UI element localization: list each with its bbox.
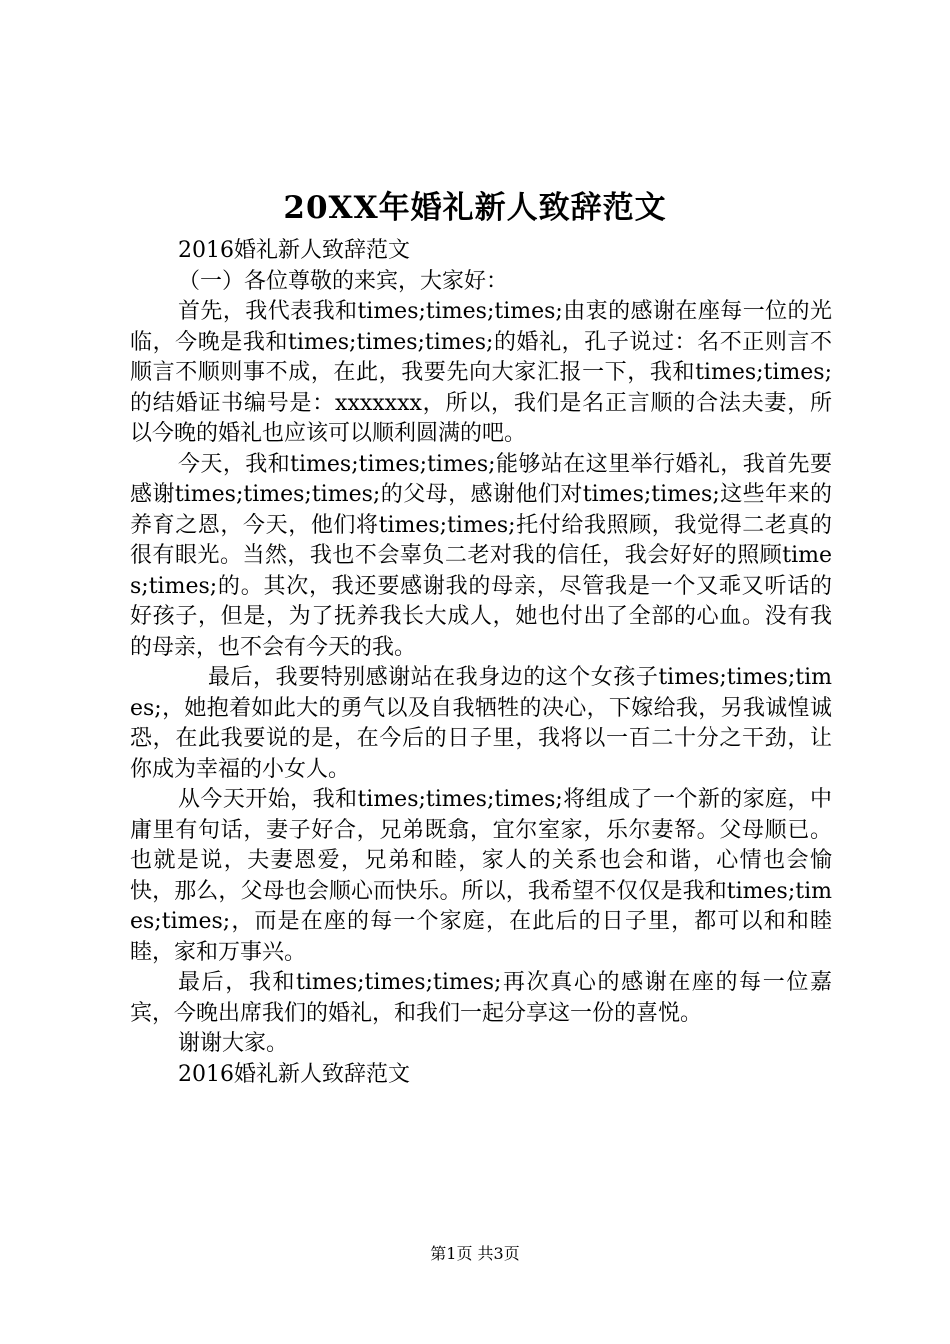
greeting-line: （一）各位尊敬的来宾，大家好：	[178, 268, 509, 294]
document-title: 20XX年婚礼新人致辞范文	[283, 190, 667, 226]
page-indicator: 第1页 共3页	[430, 1244, 520, 1263]
paragraph-new-family: 从今天开始，我和times;times;times;将组成了一个新的家庭，中庸里有句话，妻子好合，兄弟既翕，宜尔室家，乐尔妻帑。父母顺已。也就是说，夫妻恩爱，兄弟和睦，家人的关系也会和谐，心情也会愉快，那么，父母也会顺心而快乐。所以，我希望不仅仅是我和times;times;times;，而是在座的每一个家庭，在此后的日子里，都可以和和睦睦，家和万事兴。	[130, 787, 832, 965]
paragraph-closing-thanks: 最后，我和times;times;times;再次真心的感谢在座的每一位嘉宾，今晚出席我们的婚礼，和我们一起分享这一份的喜悦。	[130, 970, 832, 1026]
paragraph-thanks-parents: 今天，我和times;times;times;能够站在这里举行婚礼，我首先要感谢times;times;times;的父母，感谢他们对times;times;这些年来的养育之恩，今天，他们将times;times;托付给我照顾，我觉得二老真的很有眼光。当然，我也不会辜负二老对我的信任，我会好好的照顾times;times;的。其次，我还要感谢我的母亲，尽管我是一个又乖又听话的好孩子，但是，为了抚养我长大成人，她也付出了全部的心血。没有我的母亲，也不会有今天的我。	[130, 451, 832, 660]
trailing-subtitle-line: 2016婚礼新人致辞范文	[178, 1061, 410, 1087]
paragraph-opening: 首先，我代表我和times;times;times;由衷的感谢在座每一位的光临，今晚是我和times;times;times;的婚礼，孔子说过：名不正则言不顺言不顺则事不成，在此，我要先向大家汇报一下，我和times;times;的结婚证书编号是：xxxxxxx，所以，我们是名正言顺的合法夫妻，所以今晚的婚礼也应该可以顺利圆满的吧。	[130, 299, 832, 446]
thank-you-line: 谢谢大家。	[178, 1031, 289, 1056]
document-body	[130, 236, 832, 1090]
paragraph-thanks-bride: 最后，我要特别感谢站在我身边的这个女孩子times;times;times;，她抱着如此大的勇气以及自我牺牲的决心，下嫁给我，另我诚惶诚恐，在此我要说的是，在今后的日子里，我将以一百二十分之干劲，让你成为幸福的小女人。	[130, 665, 832, 782]
subtitle-line: 2016婚礼新人致辞范文	[178, 238, 410, 263]
